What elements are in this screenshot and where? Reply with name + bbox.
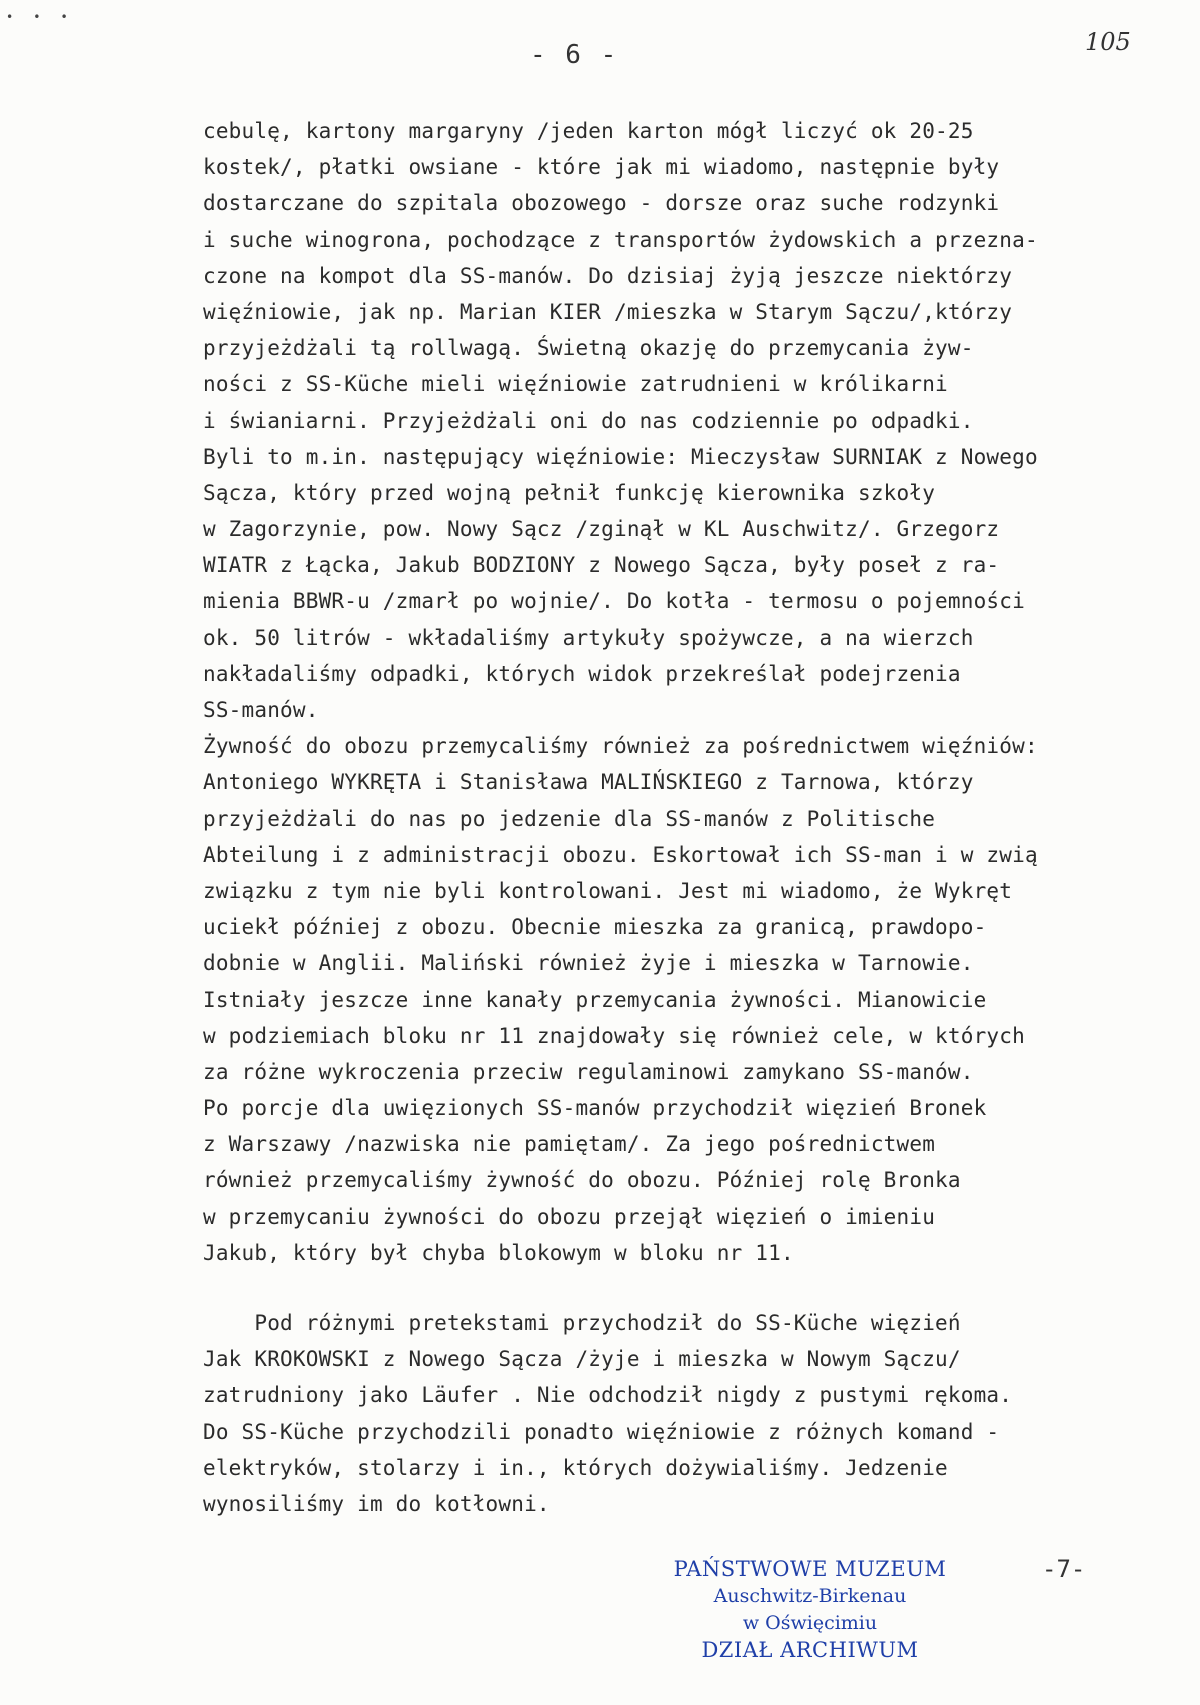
text-line: czone na kompot dla SS-manów. Do dzisiaj żyją jeszcze niektórzy <box>203 263 1013 288</box>
text-line: mienia BBWR-u /zmarł po wojnie/. Do kotła - termosu o pojemności <box>203 589 1025 614</box>
text-line: Jak KROKOWSKI z Nowego Sącza /żyje i mieszka w Nowym Sączu/ <box>203 1347 961 1372</box>
text-line: Antoniego WYKRĘTA i Stanisława MALIŃSKIEGO z Tarnowa, którzy <box>203 770 974 795</box>
text-line: wynosiliśmy im do kotłowni. <box>203 1491 550 1516</box>
text-line: i świaniarni. Przyjeżdżali oni do nas codziennie po odpadki. <box>203 408 974 433</box>
typed-testimony-text <box>203 113 1183 1522</box>
page-number: - 6 - <box>530 40 619 70</box>
text-line: cebulę, kartony margaryny /jeden karton mógł liczyć ok 20-25 <box>203 119 974 143</box>
text-line: przyjeżdżali tą rollwagą. Świetną okazję do przemycania żyw- <box>203 336 974 361</box>
text-line: nakładaliśmy odpadki, których widok przekreślał podejrzenia <box>203 661 961 686</box>
text-line: zatrudniony jako Läufer . Nie odchodził nigdy z pustymi rękoma. <box>203 1383 1013 1408</box>
next-page-marker: -7- <box>1042 1555 1086 1583</box>
text-line: kostek/, płatki owsiane - które jak mi wiadomo, następnie były <box>203 155 1000 180</box>
stamp-line: PAŃSTWOWE MUZEUM <box>673 1557 947 1581</box>
stamp-line: DZIAŁ ARCHIWUM <box>701 1638 919 1662</box>
text-line: za różne wykroczenia przeciw regulaminowi zamykano SS-manów. <box>203 1059 974 1084</box>
text-line: WIATR z Łącka, Jakub BODZIONY z Nowego Sącza, były poseł z ra- <box>203 553 1000 578</box>
text-line: więźniowie, jak np. Marian KIER /mieszka w Starym Sączu/,którzy <box>203 299 1013 324</box>
text-line: w Zagorzynie, pow. Nowy Sącz /zginął w KL Auschwitz/. Grzegorz <box>203 517 1000 542</box>
scan-specks: ••• <box>6 10 88 24</box>
archive-page-number: 105 <box>1085 28 1131 56</box>
text-line: w podziemiach bloku nr 11 znajdowały się również cele, w których <box>203 1023 1025 1048</box>
stamp-line: Auschwitz-Birkenau <box>713 1585 907 1607</box>
text-line: związku z tym nie byli kontrolowani. Jest mi wiadomo, że Wykręt <box>203 878 1013 903</box>
text-line: ności z SS-Küche mieli więźniowie zatrudnieni w królikarni <box>203 372 948 397</box>
text-line: Sącza, który przed wojną pełnił funkcję kierownika szkoły <box>203 480 936 505</box>
text-line: w przemycaniu żywności do obozu przejął więzień o imieniu <box>203 1204 936 1229</box>
stamp-line: w Oświęcimiu <box>742 1612 878 1634</box>
text-line: elektryków, stolarzy i in., których dożywialiśmy. Jedzenie <box>203 1455 948 1480</box>
text-line: Po porcje dla uwięzionych SS-manów przychodził więzień Bronek <box>203 1096 987 1121</box>
text-line: Jakub, który był chyba blokowym w bloku nr 11. <box>203 1240 794 1265</box>
text-line: SS-manów. <box>203 698 319 722</box>
text-line: Pod różnymi pretekstami przychodził do SS-Küche więzień <box>203 1311 961 1335</box>
text-line: Istniały jeszcze inne kanały przemycania żywności. Mianowicie <box>203 987 987 1012</box>
text-line: dobnie w Anglii. Maliński również żyje i mieszka w Tarnowie. <box>203 951 974 976</box>
text-line: i suche winogrona, pochodzące z transportów żydowskich a przezna- <box>203 227 1038 252</box>
text-line: przyjeżdżali do nas po jedzenie dla SS-manów z Politische <box>203 806 936 831</box>
text-line: Byli to m.in. następujący więźniowie: Mieczysław SURNIAK z Nowego <box>203 444 1038 469</box>
text-line: Do SS-Küche przychodzili ponadto więźniowie z różnych komand - <box>203 1419 1000 1444</box>
text-line: również przemycaliśmy żywność do obozu. Później rolę Bronka <box>203 1168 961 1193</box>
text-line: ok. 50 litrów - wkładaliśmy artykuły spożywcze, a na wierzch <box>203 625 974 650</box>
museum-archive-stamp <box>640 1556 980 1664</box>
text-line: uciekł później z obozu. Obecnie mieszka za granicą, prawdopo- <box>203 915 987 940</box>
text-line: z Warszawy /nazwiska nie pamiętam/. Za jego pośrednictwem <box>203 1132 936 1157</box>
text-line: Abteilung i z administracji obozu. Eskortował ich SS-man i w zwią <box>203 842 1038 867</box>
text-line: dostarczane do szpitala obozowego - dorsze oraz suche rodzynki <box>203 191 1000 216</box>
paragraph-gap <box>203 1271 1183 1305</box>
text-line: Żywność do obozu przemycaliśmy również za pośrednictwem więźniów: <box>203 734 1038 759</box>
